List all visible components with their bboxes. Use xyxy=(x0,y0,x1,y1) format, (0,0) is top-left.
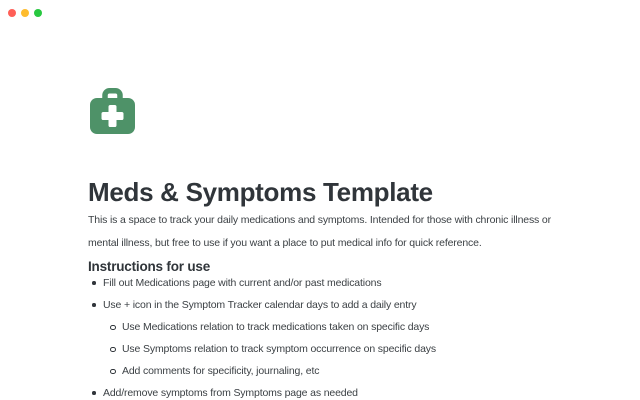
list-item[interactable] xyxy=(88,294,588,316)
circle-icon xyxy=(110,369,116,375)
list-item[interactable] xyxy=(88,382,588,400)
list-item-text: Use Medications relation to track medications taken on specific days xyxy=(122,321,430,333)
list-item-text: Use + icon in the Symptom Tracker calendar days to add a daily entry xyxy=(103,299,417,311)
list-item-text: Use Symptoms relation to track symptom occurrence on specific days xyxy=(122,343,436,355)
section-heading[interactable]: Instructions for use xyxy=(88,259,211,275)
medical-bag-icon[interactable] xyxy=(90,88,135,134)
list-item[interactable] xyxy=(88,338,588,360)
list-item-text: Add/remove symptoms from Symptoms page as needed xyxy=(103,387,358,399)
list-item[interactable] xyxy=(88,316,588,338)
bullet-icon xyxy=(92,391,96,395)
page-description[interactable]: This is a space to track your daily medications and symptoms. Intended for those with chronic illness or mental illness, but free to use if you want a place to put medical info for quick reference. xyxy=(88,213,551,249)
list-item[interactable] xyxy=(88,272,588,294)
list-item-text: Add comments for specificity, journaling, etc xyxy=(122,365,320,377)
page-title[interactable]: Meds & Symptoms Template xyxy=(88,177,433,208)
zoom-button[interactable] xyxy=(34,9,42,17)
close-button[interactable] xyxy=(8,9,16,17)
minimize-button[interactable] xyxy=(21,9,29,17)
bullet-icon xyxy=(92,303,96,307)
list-item[interactable] xyxy=(88,360,588,382)
list-item-text: Fill out Medications page with current and/or past medications xyxy=(103,277,382,289)
circle-icon xyxy=(110,325,116,331)
window-controls xyxy=(8,9,42,17)
instruction-list xyxy=(88,272,588,400)
circle-icon xyxy=(110,347,116,353)
bullet-icon xyxy=(92,281,96,285)
